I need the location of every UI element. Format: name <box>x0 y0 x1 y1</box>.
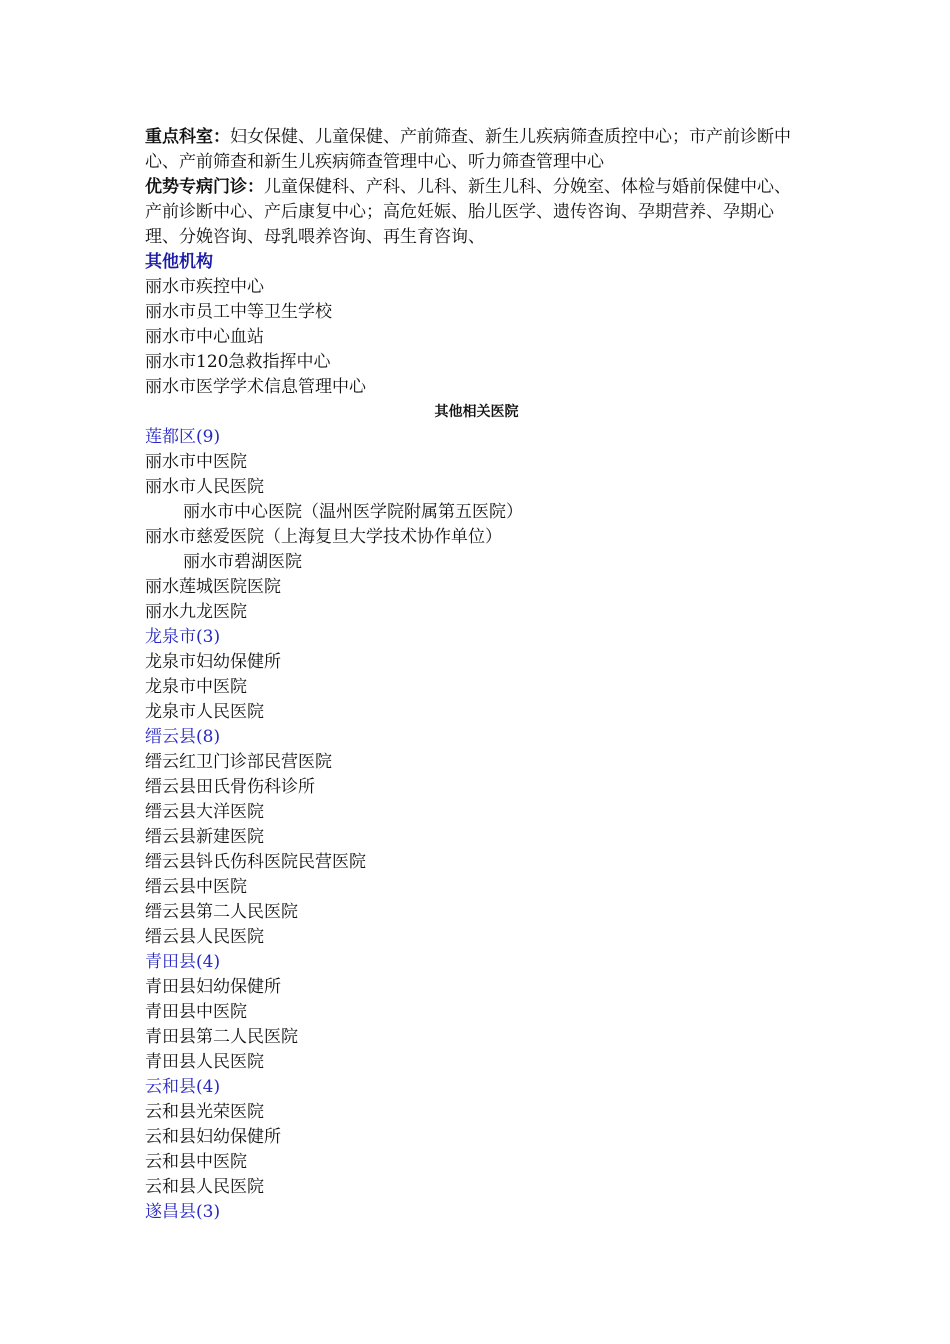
district-link-jinyun[interactable]: 缙云县(8) <box>145 727 221 747</box>
specialty-clinics-paragraph <box>145 175 800 250</box>
specialty-clinics-text: 儿童保健科、产科、儿科、新生儿科、分娩室、体检与婚前保健中心、产前诊断中心、产后康复中心；高危妊娠、胎儿医学、遗传咨询、孕期营养、孕期心理、分娩咨询、母乳喂养咨询、再生育咨询、 <box>145 177 791 247</box>
hospital-item: 青田县中医院 <box>145 1002 247 1022</box>
hospital-item: 缙云县人民医院 <box>145 927 264 947</box>
related-hospitals-title: 其他相关医院 <box>434 404 519 420</box>
specialty-clinics-label: 优势专病门诊： <box>145 177 264 197</box>
hospital-item: 缙云县中医院 <box>145 877 247 897</box>
key-departments-text: 妇女保健、儿童保健、产前筛查、新生儿疾病筛查质控中心；市产前诊断中心、产前筛查和新生儿疾病筛查管理中心、听力筛查管理中心 <box>145 127 791 172</box>
hospital-item: 云和县人民医院 <box>145 1177 264 1197</box>
hospital-item: 龙泉市中医院 <box>145 677 247 697</box>
hospital-item: 青田县人民医院 <box>145 1052 264 1072</box>
org-item: 丽水市疾控中心 <box>145 277 264 297</box>
org-item: 丽水市医学学术信息管理中心 <box>145 377 366 397</box>
other-orgs-title: 其他机构 <box>145 252 213 272</box>
hospital-item: 青田县妇幼保健所 <box>145 977 281 997</box>
hospital-item: 云和县妇幼保健所 <box>145 1127 281 1147</box>
key-departments-label: 重点科室： <box>145 127 230 147</box>
hospital-item: 缙云县钭氏伤科医院民营医院 <box>145 852 366 872</box>
hospital-item: 丽水市人民医院 <box>145 477 264 497</box>
district-link-longquan[interactable]: 龙泉市(3) <box>145 627 221 647</box>
hospital-item: 龙泉市人民医院 <box>145 702 264 722</box>
hospital-item: 云和县光荣医院 <box>145 1102 264 1122</box>
hospital-item: 龙泉市妇幼保健所 <box>145 652 281 672</box>
hospital-item: 缙云县第二人民医院 <box>145 902 298 922</box>
org-item: 丽水市员工中等卫生学校 <box>145 302 332 322</box>
hospital-item: 丽水莲城医院医院 <box>145 577 281 597</box>
hospital-item: 丽水九龙医院 <box>145 602 247 622</box>
hospital-item: 缙云县新建医院 <box>145 827 264 847</box>
hospital-item: 丽水市中医院 <box>145 452 247 472</box>
org-item: 丽水市中心血站 <box>145 327 264 347</box>
district-link-qingtian[interactable]: 青田县(4) <box>145 952 221 972</box>
district-link-liandu[interactable]: 莲都区(9) <box>145 427 221 447</box>
hospital-item: 丽水市中心医院（温州医学院附属第五医院） <box>183 502 523 522</box>
hospital-item: 缙云红卫门诊部民营医院 <box>145 752 332 772</box>
document-page <box>145 125 800 1225</box>
hospital-item: 缙云县田氏骨伤科诊所 <box>145 777 315 797</box>
district-link-yunhe[interactable]: 云和县(4) <box>145 1077 221 1097</box>
key-departments-paragraph <box>145 125 800 175</box>
hospital-item: 丽水市慈爱医院（上海复旦大学技术协作单位） <box>145 527 502 547</box>
hospital-item: 云和县中医院 <box>145 1152 247 1172</box>
hospital-item: 青田县第二人民医院 <box>145 1027 298 1047</box>
hospital-item: 缙云县大洋医院 <box>145 802 264 822</box>
hospital-item: 丽水市碧湖医院 <box>183 552 302 572</box>
org-item: 丽水市120急救指挥中心 <box>145 352 331 372</box>
district-link-suichang[interactable]: 遂昌县(3) <box>145 1202 221 1222</box>
